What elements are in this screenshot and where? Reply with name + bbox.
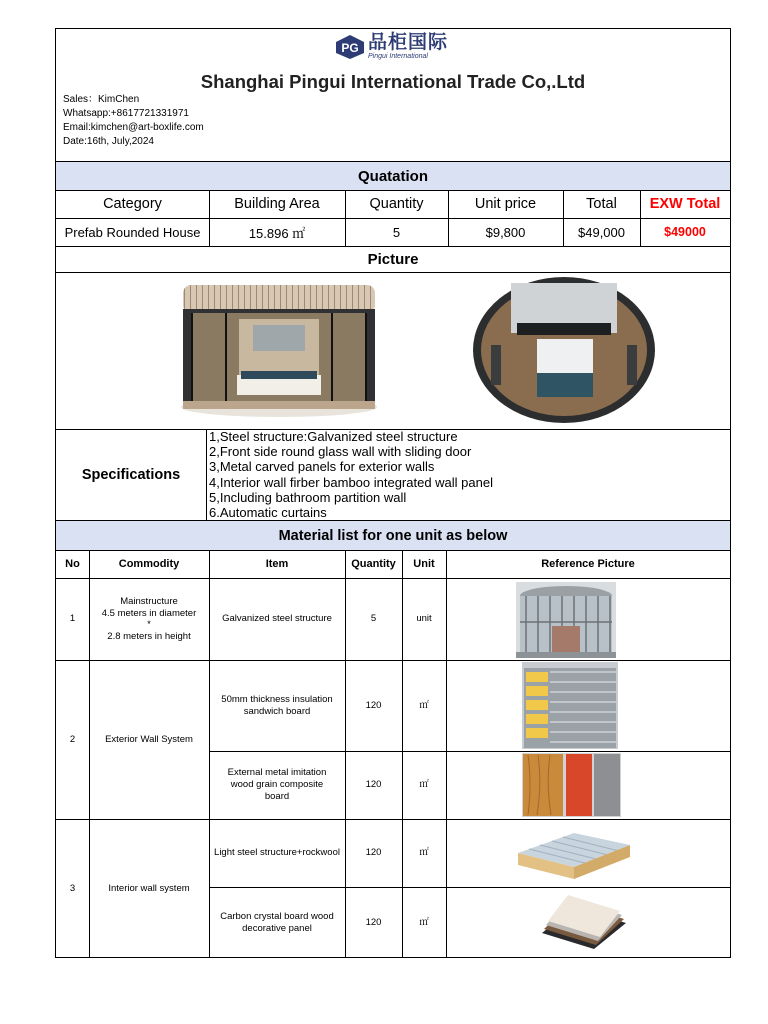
mat-unit: ㎡ — [419, 779, 429, 790]
wood-grain-board-photo — [522, 753, 621, 817]
email-contact: Email:kimchen@art-boxlife.com — [63, 122, 204, 133]
spec-item: 2,Front side round glass wall with sliding door — [209, 444, 472, 460]
mat-commodity: Exterior Wall System — [105, 733, 193, 745]
whatsapp-contact: Whatsapp:+8617721331971 — [63, 108, 189, 119]
mat-header-unit: Unit — [413, 558, 435, 570]
quotation-sheet — [55, 28, 731, 958]
spec-item: 1,Steel structure:Galvanized steel structure — [209, 429, 458, 444]
header-category: Category — [103, 196, 162, 212]
logo-chinese-text: 品柜国际 — [368, 32, 449, 53]
mat-quantity: 120 — [365, 916, 382, 928]
mat-commodity — [89, 578, 209, 660]
mat-unit: ㎡ — [419, 699, 429, 711]
mat-no: 2 — [69, 733, 76, 745]
picture-title: Picture — [367, 250, 419, 268]
carbon-crystal-board-photo — [534, 889, 630, 957]
spec-item: 5,Including bathroom partition wall — [209, 489, 407, 505]
specifications-list — [209, 429, 493, 520]
mat-unit: ㎡ — [419, 847, 429, 858]
quotation-title: Quatation — [358, 167, 428, 185]
spec-item: 4,Interior wall firber bamboo integrated wall panel — [209, 474, 493, 490]
mat-no: 1 — [69, 613, 76, 624]
sales-contact: Sales：KimChen — [63, 94, 140, 105]
quote-date: Date:16th, July,2024 — [63, 136, 154, 147]
sandwich-board-photo — [522, 662, 618, 749]
commodity-line: Mainstructure — [120, 596, 178, 607]
header-quantity: Quantity — [369, 196, 424, 212]
commodity-line: 4.5 meters in diameter — [101, 607, 197, 619]
company-logo — [334, 33, 448, 61]
header-exw-total: EXW Total — [649, 196, 721, 212]
specifications-label: Specifications — [81, 466, 181, 483]
mat-quantity: 120 — [365, 847, 382, 858]
mat-quantity: 120 — [365, 779, 382, 790]
cell-quantity: 5 — [392, 224, 401, 240]
mat-item: Galvanized steel structure — [222, 613, 332, 624]
header-total: Total — [586, 196, 617, 212]
mat-commodity: Interior wall system — [108, 882, 190, 894]
mat-header-no: No — [65, 558, 80, 570]
mat-item: Light steel structure+rockwool — [214, 847, 340, 858]
logo-english-text: Pingui International — [368, 53, 428, 60]
mat-item: Carbon crystal board wood decorative panel — [220, 910, 334, 934]
cell-building-area: 15.896 ㎡ — [248, 225, 306, 241]
commodity-line: * — [147, 619, 151, 630]
mat-quantity: 120 — [365, 699, 382, 711]
mat-unit: unit — [416, 613, 432, 624]
mat-unit: ㎡ — [419, 916, 429, 928]
rockwool-panel-photo — [514, 823, 632, 883]
mat-header-reference-picture: Reference Picture — [541, 558, 635, 570]
commodity-line: 2.8 meters in height — [107, 630, 191, 642]
cell-unit-price: $9,800 — [485, 224, 526, 240]
company-name: Shanghai Pingui International Trade Co,.Ltd — [200, 71, 586, 92]
cell-total: $49,000 — [578, 224, 625, 240]
cell-category: Prefab Rounded House — [64, 224, 201, 240]
pg-logo-icon — [334, 34, 366, 60]
mat-item: External metal imitation wood grain composite board — [227, 767, 327, 802]
mat-no: 3 — [69, 882, 76, 894]
mat-quantity: 5 — [370, 613, 377, 624]
steel-structure-photo — [516, 582, 616, 658]
house-front-render — [179, 279, 379, 419]
spec-item: 3,Metal carved panels for exterior walls — [209, 459, 435, 475]
mat-header-item: Item — [265, 558, 289, 570]
material-list-title: Material list for one unit as below — [278, 527, 508, 544]
header-building-area: Building Area — [234, 196, 320, 212]
header-unit-price: Unit price — [474, 196, 537, 212]
spec-item: 6.Automatic curtains — [209, 505, 327, 521]
mat-header-quantity: Quantity — [351, 558, 396, 570]
mat-item: 50mm thickness insulation sandwich board — [221, 693, 333, 717]
house-floor-plan-render — [471, 275, 657, 425]
svg-text:PG: PG — [341, 41, 359, 55]
mat-header-commodity: Commodity — [118, 558, 180, 570]
cell-exw-total: $49000 — [664, 225, 706, 239]
